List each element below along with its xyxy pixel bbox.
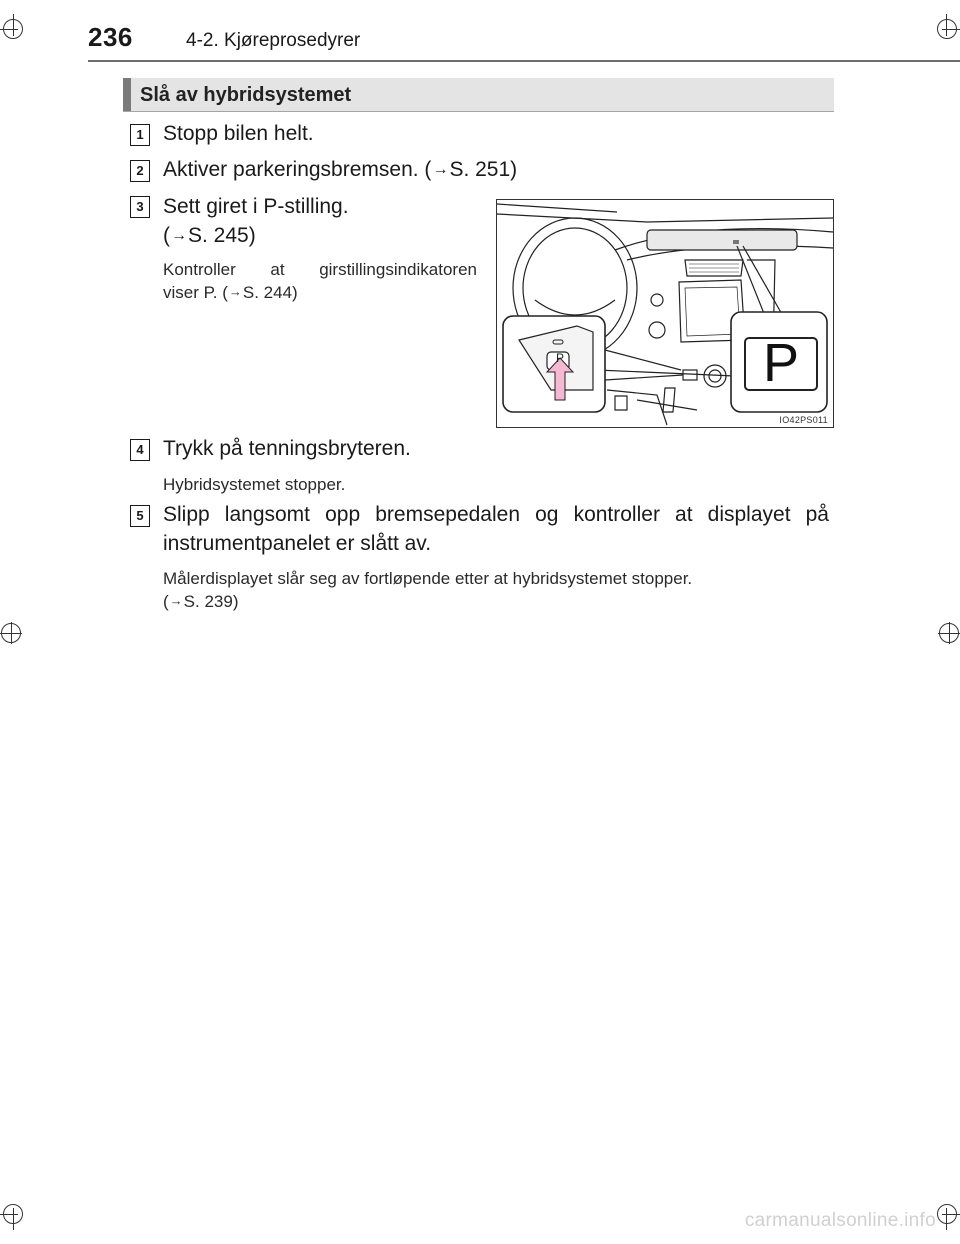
crop-mark-mid-right xyxy=(930,620,960,650)
small-p-label: P xyxy=(555,351,564,365)
page-number: 236 xyxy=(88,22,133,52)
arrow-icon: → xyxy=(432,161,449,178)
step-5-note-paren-close: ) xyxy=(232,592,239,611)
step-number-5: 5 xyxy=(130,505,150,527)
crop-mark-bottom-left xyxy=(0,1204,30,1244)
step-3-paren-close: ) xyxy=(248,224,256,247)
step-5-text-line1: Slipp langsomt opp bremsepedalen og kontroller at displayet på xyxy=(163,503,829,526)
crop-mark-top-right xyxy=(930,0,960,40)
chapter-label: 4-2. Kjøreprosedyrer xyxy=(186,30,361,51)
step-5-note-line2 xyxy=(163,591,239,614)
crop-mark-top-left xyxy=(0,0,30,40)
step-number-3: 3 xyxy=(130,196,150,218)
step-4-text: Trykk på tenningsbryteren. xyxy=(163,437,411,460)
step-5-note-page-ref[interactable]: S. 239 xyxy=(183,592,233,611)
section-bar-underline xyxy=(123,111,834,112)
shift-position-illustration xyxy=(496,199,834,428)
step-number-2: 2 xyxy=(130,160,150,182)
header-rule xyxy=(88,60,960,62)
step-3-note-line2 xyxy=(163,282,298,305)
crop-mark-mid-left xyxy=(0,620,30,650)
p-indicator-label: P xyxy=(762,333,800,393)
step-3-paren-open: ( xyxy=(163,224,170,247)
step-3-note-line1: Kontroller at girstillingsindikatoren xyxy=(163,260,477,279)
step-3-note-text: viser P. ( xyxy=(163,283,228,302)
step-2-text xyxy=(163,155,517,187)
step-2-text-close: ) xyxy=(510,158,518,181)
arrow-icon: → xyxy=(228,284,242,299)
section-title-bar xyxy=(123,78,834,112)
arrow-icon: → xyxy=(169,593,183,608)
step-2-text-main: Aktiver parkeringsbremsen. ( xyxy=(163,158,432,181)
step-2-page-ref[interactable]: S. 251 xyxy=(449,158,511,181)
step-3-note-page-ref[interactable]: S. 244 xyxy=(242,283,293,302)
step-3-page-ref[interactable]: S. 245 xyxy=(188,224,249,247)
step-1-text: Stopp bilen helt. xyxy=(163,122,314,145)
step-3-note-close: ) xyxy=(292,283,298,302)
step-3-text-line2 xyxy=(163,221,256,253)
step-5-note-line1: Målerdisplayet slår seg av fortløpende etter at hybridsystemet stopper. xyxy=(163,569,693,588)
step-4-note: Hybridsystemet stopper. xyxy=(163,475,346,494)
step-3-text-line1: Sett giret i P-stilling. xyxy=(163,195,349,218)
section-title: Slå av hybridsystemet xyxy=(140,84,352,106)
illustration-code: IO42PS011 xyxy=(779,415,828,425)
section-bar-accent xyxy=(123,78,131,112)
step-5-note-paren-open: ( xyxy=(163,592,169,611)
step-number-4: 4 xyxy=(130,439,150,461)
step-number-1: 1 xyxy=(130,124,150,146)
arrow-icon: → xyxy=(171,227,187,244)
site-watermark: carmanualsonline.info xyxy=(744,1210,936,1231)
step-5-text-line2: instrumentpanelet er slått av. xyxy=(163,532,432,555)
